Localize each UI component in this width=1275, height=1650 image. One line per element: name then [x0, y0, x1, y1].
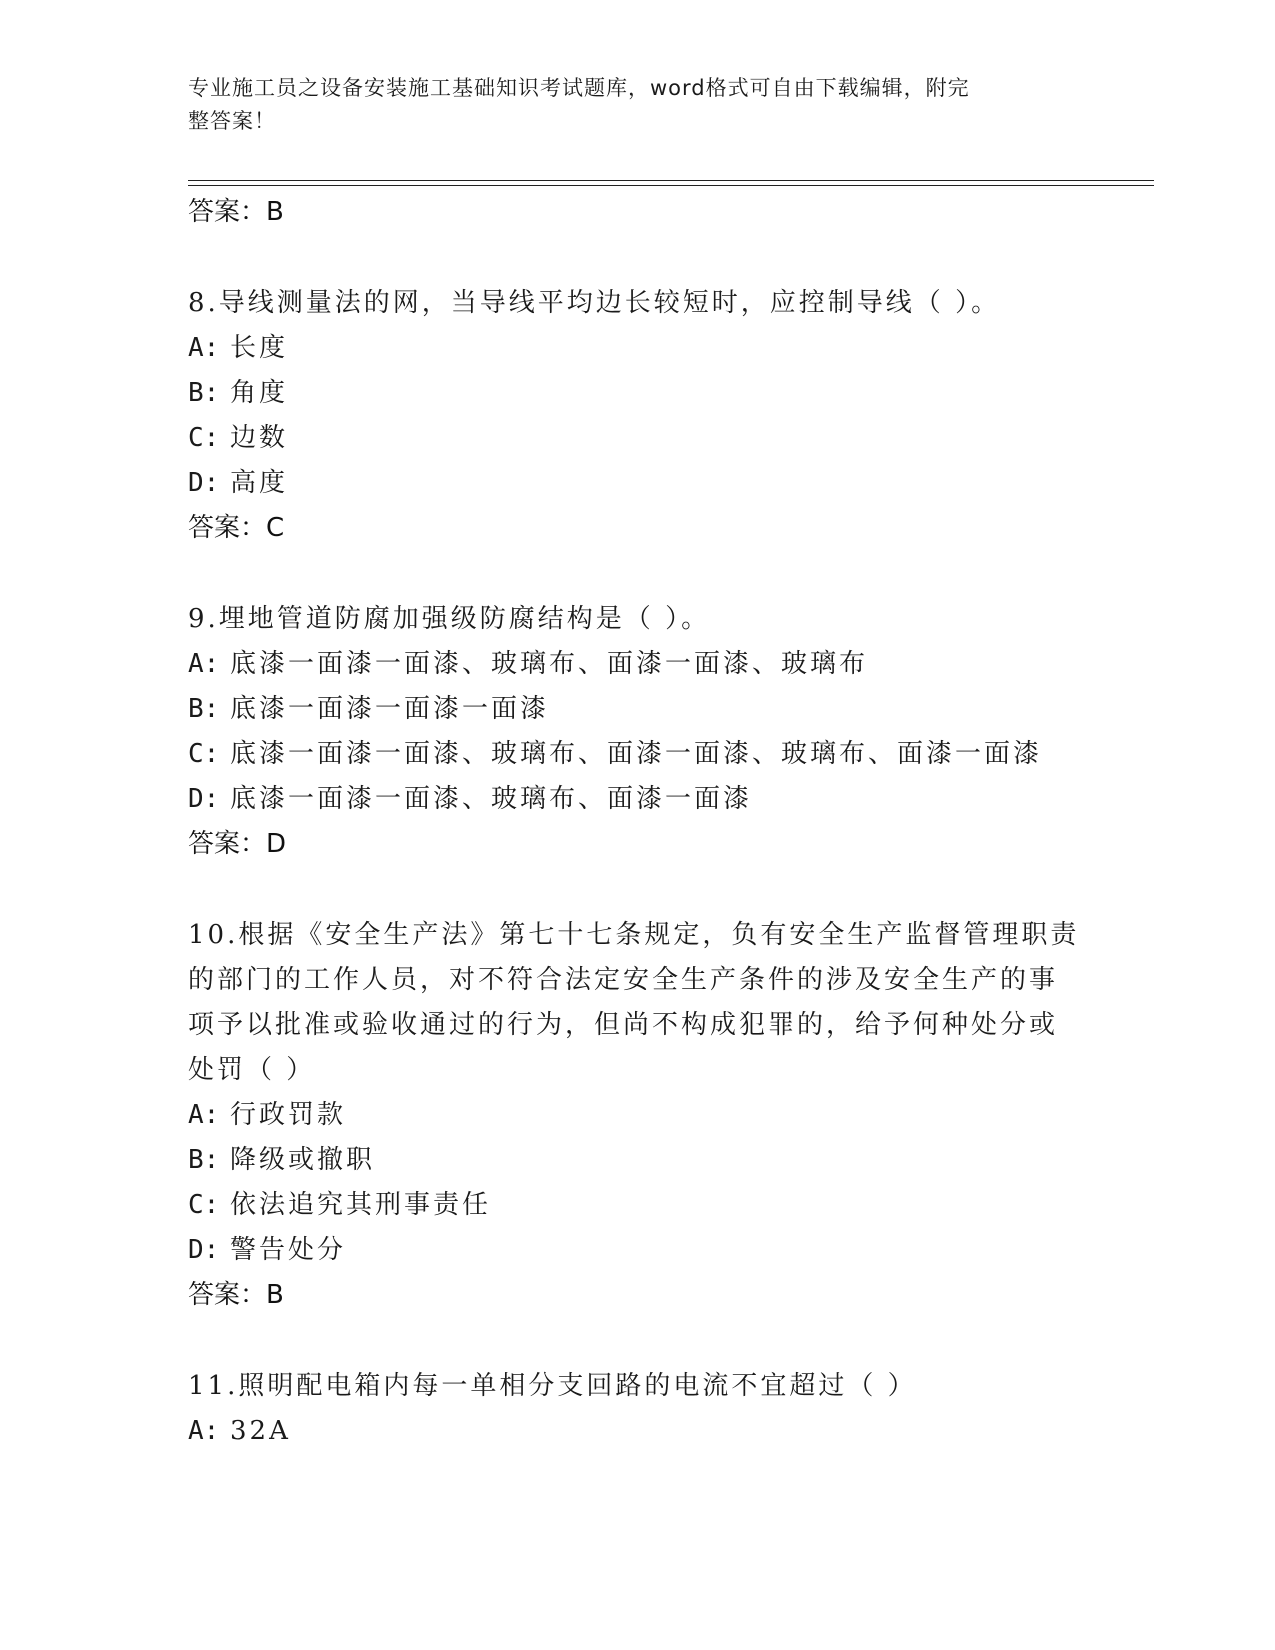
option-text: 底漆一面漆一面漆、玻璃布、面漆一面漆、玻璃布、面漆一面漆 — [230, 739, 1043, 769]
stem-line: 9.埋地管道防腐加强级防腐结构是（ ）。 — [188, 604, 711, 634]
option-letter: C: — [188, 423, 220, 453]
option-text: 长度 — [230, 333, 289, 363]
stem-line: 项予以批准或验收通过的行为，但尚不构成犯罪的，给予何种处分或 — [188, 1010, 1059, 1040]
option-letter: D: — [188, 784, 220, 814]
option-text: 依法追究其刑事责任 — [230, 1190, 492, 1220]
option-text: 底漆一面漆一面漆、玻璃布、面漆一面漆 — [230, 784, 753, 814]
option-b — [188, 687, 1088, 732]
header-divider-top — [188, 180, 1154, 181]
option-letter: C: — [188, 739, 220, 769]
option-text: 高度 — [230, 468, 289, 498]
option-text: 底漆一面漆一面漆、玻璃布、面漆一面漆、玻璃布 — [230, 649, 869, 679]
stem-line: 处罚（ ） — [188, 1055, 316, 1085]
previous-answer: 答案：B — [188, 197, 284, 227]
header-line-1: 专业施工员之设备安装施工基础知识考试题库，word格式可自由下载编辑，附完 — [188, 76, 970, 100]
question-item — [188, 281, 1088, 551]
question-item — [188, 1364, 1088, 1454]
option-c — [188, 1183, 1088, 1228]
option-letter: C: — [188, 1190, 220, 1220]
option-letter: B: — [188, 378, 220, 408]
option-a — [188, 1409, 1088, 1454]
option-c — [188, 416, 1088, 461]
option-letter: A: — [188, 1100, 220, 1130]
option-letter: A: — [188, 1416, 220, 1446]
option-letter: A: — [188, 333, 220, 363]
option-c — [188, 732, 1088, 777]
option-text: 行政罚款 — [230, 1100, 347, 1130]
question-stem — [188, 597, 1088, 642]
stem-line: 11.照明配电箱内每一单相分支回路的电流不宜超过（ ） — [188, 1371, 917, 1401]
answer-line: 答案：C — [188, 513, 285, 543]
option-d — [188, 1228, 1088, 1273]
option-d — [188, 461, 1088, 506]
header-divider-bottom — [188, 185, 1154, 186]
option-letter: D: — [188, 468, 220, 498]
stem-line: 的部门的工作人员，对不符合法定安全生产条件的涉及安全生产的事 — [188, 965, 1059, 995]
option-d — [188, 777, 1088, 822]
option-letter: A: — [188, 649, 220, 679]
option-text: 32A — [230, 1416, 291, 1446]
option-text: 降级或撤职 — [230, 1145, 376, 1175]
option-b — [188, 371, 1088, 416]
question-list — [188, 190, 1088, 1454]
answer-line: 答案：B — [188, 1280, 284, 1310]
question-item — [188, 913, 1088, 1318]
option-letter: B: — [188, 1145, 220, 1175]
question-stem — [188, 913, 1088, 1093]
option-text: 角度 — [230, 378, 289, 408]
header-line-2: 整答案！ — [188, 109, 276, 133]
option-letter: D: — [188, 1235, 220, 1265]
option-text: 边数 — [230, 423, 289, 453]
option-letter: B: — [188, 694, 220, 724]
stem-line: 8.导线测量法的网，当导线平均边长较短时，应控制导线（ ）。 — [188, 288, 1001, 318]
question-stem — [188, 1364, 1088, 1409]
document-header — [188, 72, 1068, 138]
option-a — [188, 642, 1088, 687]
question-item — [188, 597, 1088, 867]
option-text: 底漆一面漆一面漆一面漆 — [230, 694, 550, 724]
stem-line: 10.根据《安全生产法》第七十七条规定，负有安全生产监督管理职责 — [188, 920, 1080, 950]
question-stem — [188, 281, 1088, 326]
answer-line: 答案：D — [188, 829, 287, 859]
option-a — [188, 1093, 1088, 1138]
option-text: 警告处分 — [230, 1235, 347, 1265]
option-b — [188, 1138, 1088, 1183]
option-a — [188, 326, 1088, 371]
